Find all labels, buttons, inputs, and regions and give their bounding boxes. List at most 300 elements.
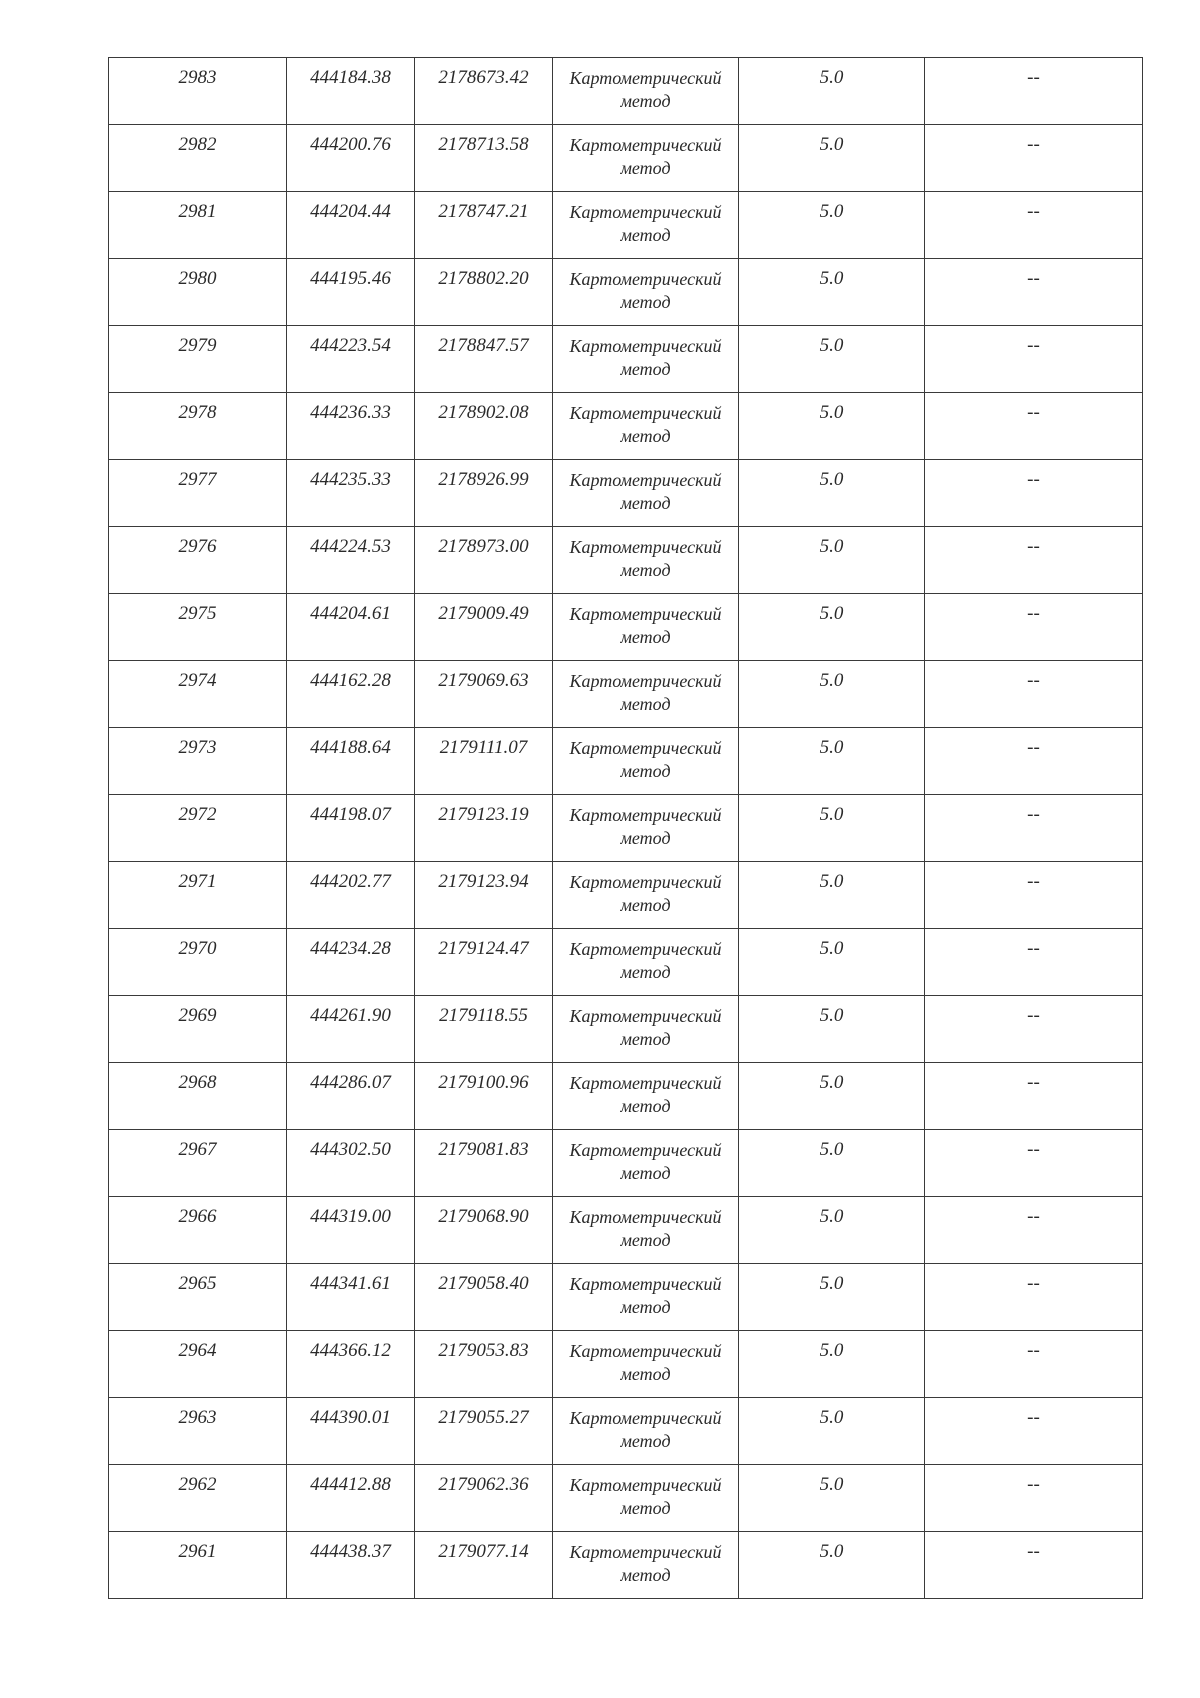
method-cell	[553, 862, 739, 929]
precision-cell	[739, 326, 925, 393]
point-number-cell	[109, 728, 287, 795]
y-coordinate-cell-text: 2179009.49	[438, 603, 529, 624]
point-number-cell	[109, 1130, 287, 1197]
precision-cell	[739, 728, 925, 795]
note-cell	[925, 1532, 1143, 1599]
y-coordinate-cell-text: 2179111.07	[439, 737, 528, 758]
method-cell-text: Картометрический метод	[569, 1341, 722, 1384]
y-coordinate-cell-text: 2179068.90	[438, 1206, 529, 1227]
x-coordinate-cell	[287, 1063, 415, 1130]
point-number-cell	[109, 996, 287, 1063]
note-cell-text: --	[1027, 134, 1040, 155]
y-coordinate-cell	[415, 326, 553, 393]
x-coordinate-cell-text: 444223.54	[310, 335, 391, 356]
precision-cell-text: 5.0	[819, 1407, 844, 1428]
precision-cell-text: 5.0	[819, 603, 844, 624]
note-cell-text: --	[1027, 737, 1040, 758]
method-cell-text: Картометрический метод	[569, 671, 722, 714]
precision-cell	[739, 1264, 925, 1331]
y-coordinate-cell-text: 2179081.83	[438, 1139, 529, 1160]
note-cell-text: --	[1027, 67, 1040, 88]
y-coordinate-cell	[415, 259, 553, 326]
point-number-cell	[109, 527, 287, 594]
x-coordinate-cell-text: 444234.28	[310, 938, 391, 959]
point-number-cell-text: 2980	[178, 268, 217, 289]
precision-cell	[739, 259, 925, 326]
note-cell-text: --	[1027, 938, 1040, 959]
method-cell	[553, 1465, 739, 1532]
table-row	[109, 393, 1143, 460]
point-number-cell-text: 2977	[178, 469, 217, 490]
note-cell	[925, 125, 1143, 192]
note-cell-text: --	[1027, 670, 1040, 691]
method-cell-text: Картометрический метод	[569, 269, 722, 312]
note-cell	[925, 1264, 1143, 1331]
coordinates-table	[108, 57, 1143, 1599]
y-coordinate-cell-text: 2179124.47	[438, 938, 529, 959]
y-coordinate-cell	[415, 795, 553, 862]
point-number-cell	[109, 1197, 287, 1264]
note-cell-text: --	[1027, 1072, 1040, 1093]
precision-cell	[739, 393, 925, 460]
point-number-cell-text: 2979	[178, 335, 217, 356]
x-coordinate-cell	[287, 594, 415, 661]
note-cell-text: --	[1027, 804, 1040, 825]
method-cell	[553, 1532, 739, 1599]
point-number-cell	[109, 795, 287, 862]
method-cell	[553, 996, 739, 1063]
x-coordinate-cell-text: 444200.76	[310, 134, 391, 155]
point-number-cell	[109, 259, 287, 326]
precision-cell-text: 5.0	[819, 1474, 844, 1495]
note-cell	[925, 1465, 1143, 1532]
x-coordinate-cell	[287, 1331, 415, 1398]
table-row	[109, 192, 1143, 259]
x-coordinate-cell-text: 444286.07	[310, 1072, 391, 1093]
method-cell-text: Картометрический метод	[569, 738, 722, 781]
point-number-cell-text: 2976	[178, 536, 217, 557]
y-coordinate-cell-text: 2179069.63	[438, 670, 529, 691]
y-coordinate-cell	[415, 125, 553, 192]
point-number-cell-text: 2965	[178, 1273, 217, 1294]
note-cell-text: --	[1027, 1474, 1040, 1495]
y-coordinate-cell	[415, 1264, 553, 1331]
point-number-cell	[109, 192, 287, 259]
note-cell-text: --	[1027, 536, 1040, 557]
note-cell-text: --	[1027, 1273, 1040, 1294]
point-number-cell	[109, 929, 287, 996]
point-number-cell	[109, 594, 287, 661]
precision-cell	[739, 1532, 925, 1599]
note-cell	[925, 326, 1143, 393]
point-number-cell	[109, 1465, 287, 1532]
x-coordinate-cell	[287, 393, 415, 460]
note-cell	[925, 661, 1143, 728]
precision-cell	[739, 1465, 925, 1532]
method-cell	[553, 393, 739, 460]
table-row	[109, 1465, 1143, 1532]
note-cell-text: --	[1027, 1206, 1040, 1227]
method-cell	[553, 1197, 739, 1264]
note-cell	[925, 1197, 1143, 1264]
y-coordinate-cell-text: 2178802.20	[438, 268, 529, 289]
table-row	[109, 929, 1143, 996]
y-coordinate-cell-text: 2179055.27	[438, 1407, 529, 1428]
precision-cell-text: 5.0	[819, 268, 844, 289]
precision-cell-text: 5.0	[819, 1541, 844, 1562]
method-cell-text: Картометрический метод	[569, 470, 722, 513]
precision-cell-text: 5.0	[819, 737, 844, 758]
method-cell-text: Картометрический метод	[569, 939, 722, 982]
table-row	[109, 728, 1143, 795]
y-coordinate-cell-text: 2178713.58	[438, 134, 529, 155]
y-coordinate-cell-text: 2179053.83	[438, 1340, 529, 1361]
x-coordinate-cell	[287, 1465, 415, 1532]
x-coordinate-cell-text: 444195.46	[310, 268, 391, 289]
point-number-cell-text: 2978	[178, 402, 217, 423]
method-cell-text: Картометрический метод	[569, 805, 722, 848]
precision-cell	[739, 929, 925, 996]
table-row	[109, 996, 1143, 1063]
y-coordinate-cell	[415, 728, 553, 795]
x-coordinate-cell-text: 444162.28	[310, 670, 391, 691]
method-cell	[553, 125, 739, 192]
method-cell-text: Картометрический метод	[569, 336, 722, 379]
y-coordinate-cell	[415, 661, 553, 728]
method-cell	[553, 58, 739, 125]
table-row	[109, 594, 1143, 661]
y-coordinate-cell	[415, 1130, 553, 1197]
x-coordinate-cell-text: 444390.01	[310, 1407, 391, 1428]
y-coordinate-cell-text: 2179062.36	[438, 1474, 529, 1495]
precision-cell	[739, 862, 925, 929]
point-number-cell	[109, 1063, 287, 1130]
precision-cell-text: 5.0	[819, 469, 844, 490]
table-row	[109, 862, 1143, 929]
note-cell-text: --	[1027, 335, 1040, 356]
y-coordinate-cell-text: 2179118.55	[439, 1005, 528, 1026]
note-cell-text: --	[1027, 402, 1040, 423]
x-coordinate-cell	[287, 326, 415, 393]
precision-cell-text: 5.0	[819, 1005, 844, 1026]
precision-cell-text: 5.0	[819, 871, 844, 892]
x-coordinate-cell	[287, 728, 415, 795]
method-cell	[553, 728, 739, 795]
method-cell	[553, 527, 739, 594]
precision-cell-text: 5.0	[819, 402, 844, 423]
note-cell	[925, 58, 1143, 125]
x-coordinate-cell-text: 444235.33	[310, 469, 391, 490]
table-row	[109, 58, 1143, 125]
note-cell-text: --	[1027, 1005, 1040, 1026]
note-cell-text: --	[1027, 1541, 1040, 1562]
table-row	[109, 1130, 1143, 1197]
y-coordinate-cell	[415, 862, 553, 929]
point-number-cell	[109, 125, 287, 192]
x-coordinate-cell	[287, 259, 415, 326]
method-cell	[553, 1063, 739, 1130]
method-cell	[553, 326, 739, 393]
precision-cell	[739, 192, 925, 259]
precision-cell-text: 5.0	[819, 1072, 844, 1093]
method-cell	[553, 594, 739, 661]
y-coordinate-cell	[415, 527, 553, 594]
x-coordinate-cell-text: 444204.44	[310, 201, 391, 222]
y-coordinate-cell	[415, 594, 553, 661]
point-number-cell	[109, 326, 287, 393]
table-row	[109, 1532, 1143, 1599]
method-cell-text: Картометрический метод	[569, 68, 722, 111]
method-cell-text: Картометрический метод	[569, 872, 722, 915]
table-row	[109, 1264, 1143, 1331]
y-coordinate-cell-text: 2179100.96	[438, 1072, 529, 1093]
table-row	[109, 460, 1143, 527]
x-coordinate-cell	[287, 527, 415, 594]
note-cell	[925, 1130, 1143, 1197]
method-cell	[553, 192, 739, 259]
x-coordinate-cell	[287, 58, 415, 125]
precision-cell-text: 5.0	[819, 670, 844, 691]
point-number-cell-text: 2981	[178, 201, 217, 222]
method-cell-text: Картометрический метод	[569, 537, 722, 580]
point-number-cell	[109, 393, 287, 460]
y-coordinate-cell-text: 2179058.40	[438, 1273, 529, 1294]
x-coordinate-cell-text: 444366.12	[310, 1340, 391, 1361]
table-row	[109, 326, 1143, 393]
x-coordinate-cell-text: 444319.00	[310, 1206, 391, 1227]
x-coordinate-cell-text: 444204.61	[310, 603, 391, 624]
y-coordinate-cell-text: 2178847.57	[438, 335, 529, 356]
precision-cell-text: 5.0	[819, 536, 844, 557]
x-coordinate-cell	[287, 929, 415, 996]
x-coordinate-cell-text: 444184.38	[310, 67, 391, 88]
point-number-cell-text: 2973	[178, 737, 217, 758]
table-row	[109, 661, 1143, 728]
method-cell-text: Картометрический метод	[569, 403, 722, 446]
point-number-cell-text: 2974	[178, 670, 217, 691]
y-coordinate-cell	[415, 996, 553, 1063]
y-coordinate-cell-text: 2178902.08	[438, 402, 529, 423]
point-number-cell-text: 2969	[178, 1005, 217, 1026]
y-coordinate-cell-text: 2178973.00	[438, 536, 529, 557]
method-cell-text: Картометрический метод	[569, 1408, 722, 1451]
point-number-cell	[109, 1264, 287, 1331]
x-coordinate-cell-text: 444202.77	[310, 871, 391, 892]
precision-cell	[739, 1063, 925, 1130]
y-coordinate-cell	[415, 460, 553, 527]
precision-cell	[739, 460, 925, 527]
precision-cell-text: 5.0	[819, 134, 844, 155]
coordinates-table-body	[109, 58, 1143, 1599]
x-coordinate-cell-text: 444236.33	[310, 402, 391, 423]
table-row	[109, 1398, 1143, 1465]
x-coordinate-cell	[287, 460, 415, 527]
x-coordinate-cell-text: 444224.53	[310, 536, 391, 557]
table-row	[109, 259, 1143, 326]
point-number-cell-text: 2982	[178, 134, 217, 155]
point-number-cell-text: 2972	[178, 804, 217, 825]
point-number-cell	[109, 1532, 287, 1599]
method-cell-text: Картометрический метод	[569, 1073, 722, 1116]
point-number-cell-text: 2971	[178, 871, 217, 892]
y-coordinate-cell	[415, 1331, 553, 1398]
precision-cell-text: 5.0	[819, 804, 844, 825]
y-coordinate-cell	[415, 192, 553, 259]
note-cell	[925, 728, 1143, 795]
y-coordinate-cell	[415, 1465, 553, 1532]
y-coordinate-cell-text: 2178673.42	[438, 67, 529, 88]
note-cell	[925, 460, 1143, 527]
precision-cell	[739, 1331, 925, 1398]
note-cell	[925, 929, 1143, 996]
x-coordinate-cell-text: 444261.90	[310, 1005, 391, 1026]
method-cell	[553, 795, 739, 862]
x-coordinate-cell	[287, 862, 415, 929]
precision-cell-text: 5.0	[819, 335, 844, 356]
note-cell	[925, 795, 1143, 862]
note-cell	[925, 1398, 1143, 1465]
table-row	[109, 1197, 1143, 1264]
point-number-cell-text: 2963	[178, 1407, 217, 1428]
note-cell-text: --	[1027, 603, 1040, 624]
x-coordinate-cell-text: 444341.61	[310, 1273, 391, 1294]
y-coordinate-cell-text: 2179077.14	[438, 1541, 529, 1562]
precision-cell	[739, 996, 925, 1063]
point-number-cell-text: 2970	[178, 938, 217, 959]
point-number-cell	[109, 1331, 287, 1398]
table-row	[109, 527, 1143, 594]
note-cell-text: --	[1027, 268, 1040, 289]
y-coordinate-cell	[415, 1532, 553, 1599]
method-cell-text: Картометрический метод	[569, 1274, 722, 1317]
x-coordinate-cell	[287, 1197, 415, 1264]
note-cell	[925, 192, 1143, 259]
x-coordinate-cell-text: 444188.64	[310, 737, 391, 758]
y-coordinate-cell	[415, 58, 553, 125]
precision-cell	[739, 527, 925, 594]
x-coordinate-cell-text: 444198.07	[310, 804, 391, 825]
x-coordinate-cell	[287, 1398, 415, 1465]
method-cell-text: Картометрический метод	[569, 202, 722, 245]
note-cell-text: --	[1027, 1340, 1040, 1361]
method-cell	[553, 929, 739, 996]
point-number-cell-text: 2966	[178, 1206, 217, 1227]
x-coordinate-cell	[287, 795, 415, 862]
table-row	[109, 795, 1143, 862]
note-cell-text: --	[1027, 201, 1040, 222]
x-coordinate-cell	[287, 661, 415, 728]
x-coordinate-cell	[287, 1130, 415, 1197]
y-coordinate-cell-text: 2179123.19	[438, 804, 529, 825]
y-coordinate-cell	[415, 393, 553, 460]
table-row	[109, 125, 1143, 192]
method-cell-text: Картометрический метод	[569, 1006, 722, 1049]
precision-cell	[739, 594, 925, 661]
note-cell	[925, 1331, 1143, 1398]
point-number-cell	[109, 661, 287, 728]
precision-cell-text: 5.0	[819, 1340, 844, 1361]
y-coordinate-cell	[415, 929, 553, 996]
y-coordinate-cell	[415, 1197, 553, 1264]
point-number-cell-text: 2961	[178, 1541, 217, 1562]
x-coordinate-cell	[287, 192, 415, 259]
method-cell	[553, 1130, 739, 1197]
precision-cell-text: 5.0	[819, 1139, 844, 1160]
point-number-cell-text: 2967	[178, 1139, 217, 1160]
point-number-cell-text: 2983	[178, 67, 217, 88]
precision-cell	[739, 1398, 925, 1465]
x-coordinate-cell	[287, 1532, 415, 1599]
precision-cell-text: 5.0	[819, 938, 844, 959]
precision-cell	[739, 1197, 925, 1264]
point-number-cell-text: 2962	[178, 1474, 217, 1495]
x-coordinate-cell	[287, 996, 415, 1063]
method-cell-text: Картометрический метод	[569, 1475, 722, 1518]
point-number-cell-text: 2968	[178, 1072, 217, 1093]
method-cell-text: Картометрический метод	[569, 604, 722, 647]
note-cell	[925, 1063, 1143, 1130]
precision-cell	[739, 1130, 925, 1197]
table-row	[109, 1331, 1143, 1398]
note-cell	[925, 259, 1143, 326]
method-cell-text: Картометрический метод	[569, 1207, 722, 1250]
precision-cell	[739, 58, 925, 125]
note-cell-text: --	[1027, 1139, 1040, 1160]
point-number-cell	[109, 460, 287, 527]
point-number-cell-text: 2964	[178, 1340, 217, 1361]
y-coordinate-cell-text: 2179123.94	[438, 871, 529, 892]
y-coordinate-cell-text: 2178747.21	[438, 201, 529, 222]
method-cell	[553, 661, 739, 728]
point-number-cell-text: 2975	[178, 603, 217, 624]
note-cell-text: --	[1027, 469, 1040, 490]
method-cell-text: Картометрический метод	[569, 1542, 722, 1585]
method-cell	[553, 1398, 739, 1465]
y-coordinate-cell	[415, 1063, 553, 1130]
point-number-cell	[109, 1398, 287, 1465]
x-coordinate-cell	[287, 125, 415, 192]
precision-cell-text: 5.0	[819, 201, 844, 222]
x-coordinate-cell-text: 444302.50	[310, 1139, 391, 1160]
precision-cell	[739, 661, 925, 728]
precision-cell	[739, 125, 925, 192]
method-cell-text: Картометрический метод	[569, 1140, 722, 1183]
x-coordinate-cell-text: 444438.37	[310, 1541, 391, 1562]
note-cell	[925, 594, 1143, 661]
note-cell	[925, 393, 1143, 460]
method-cell	[553, 1264, 739, 1331]
note-cell	[925, 996, 1143, 1063]
method-cell-text: Картометрический метод	[569, 135, 722, 178]
method-cell	[553, 460, 739, 527]
x-coordinate-cell	[287, 1264, 415, 1331]
note-cell	[925, 862, 1143, 929]
y-coordinate-cell-text: 2178926.99	[438, 469, 529, 490]
y-coordinate-cell	[415, 1398, 553, 1465]
x-coordinate-cell-text: 444412.88	[310, 1474, 391, 1495]
table-row	[109, 1063, 1143, 1130]
method-cell	[553, 1331, 739, 1398]
precision-cell-text: 5.0	[819, 1273, 844, 1294]
precision-cell-text: 5.0	[819, 67, 844, 88]
note-cell	[925, 527, 1143, 594]
precision-cell-text: 5.0	[819, 1206, 844, 1227]
precision-cell	[739, 795, 925, 862]
method-cell	[553, 259, 739, 326]
point-number-cell	[109, 58, 287, 125]
point-number-cell	[109, 862, 287, 929]
note-cell-text: --	[1027, 1407, 1040, 1428]
